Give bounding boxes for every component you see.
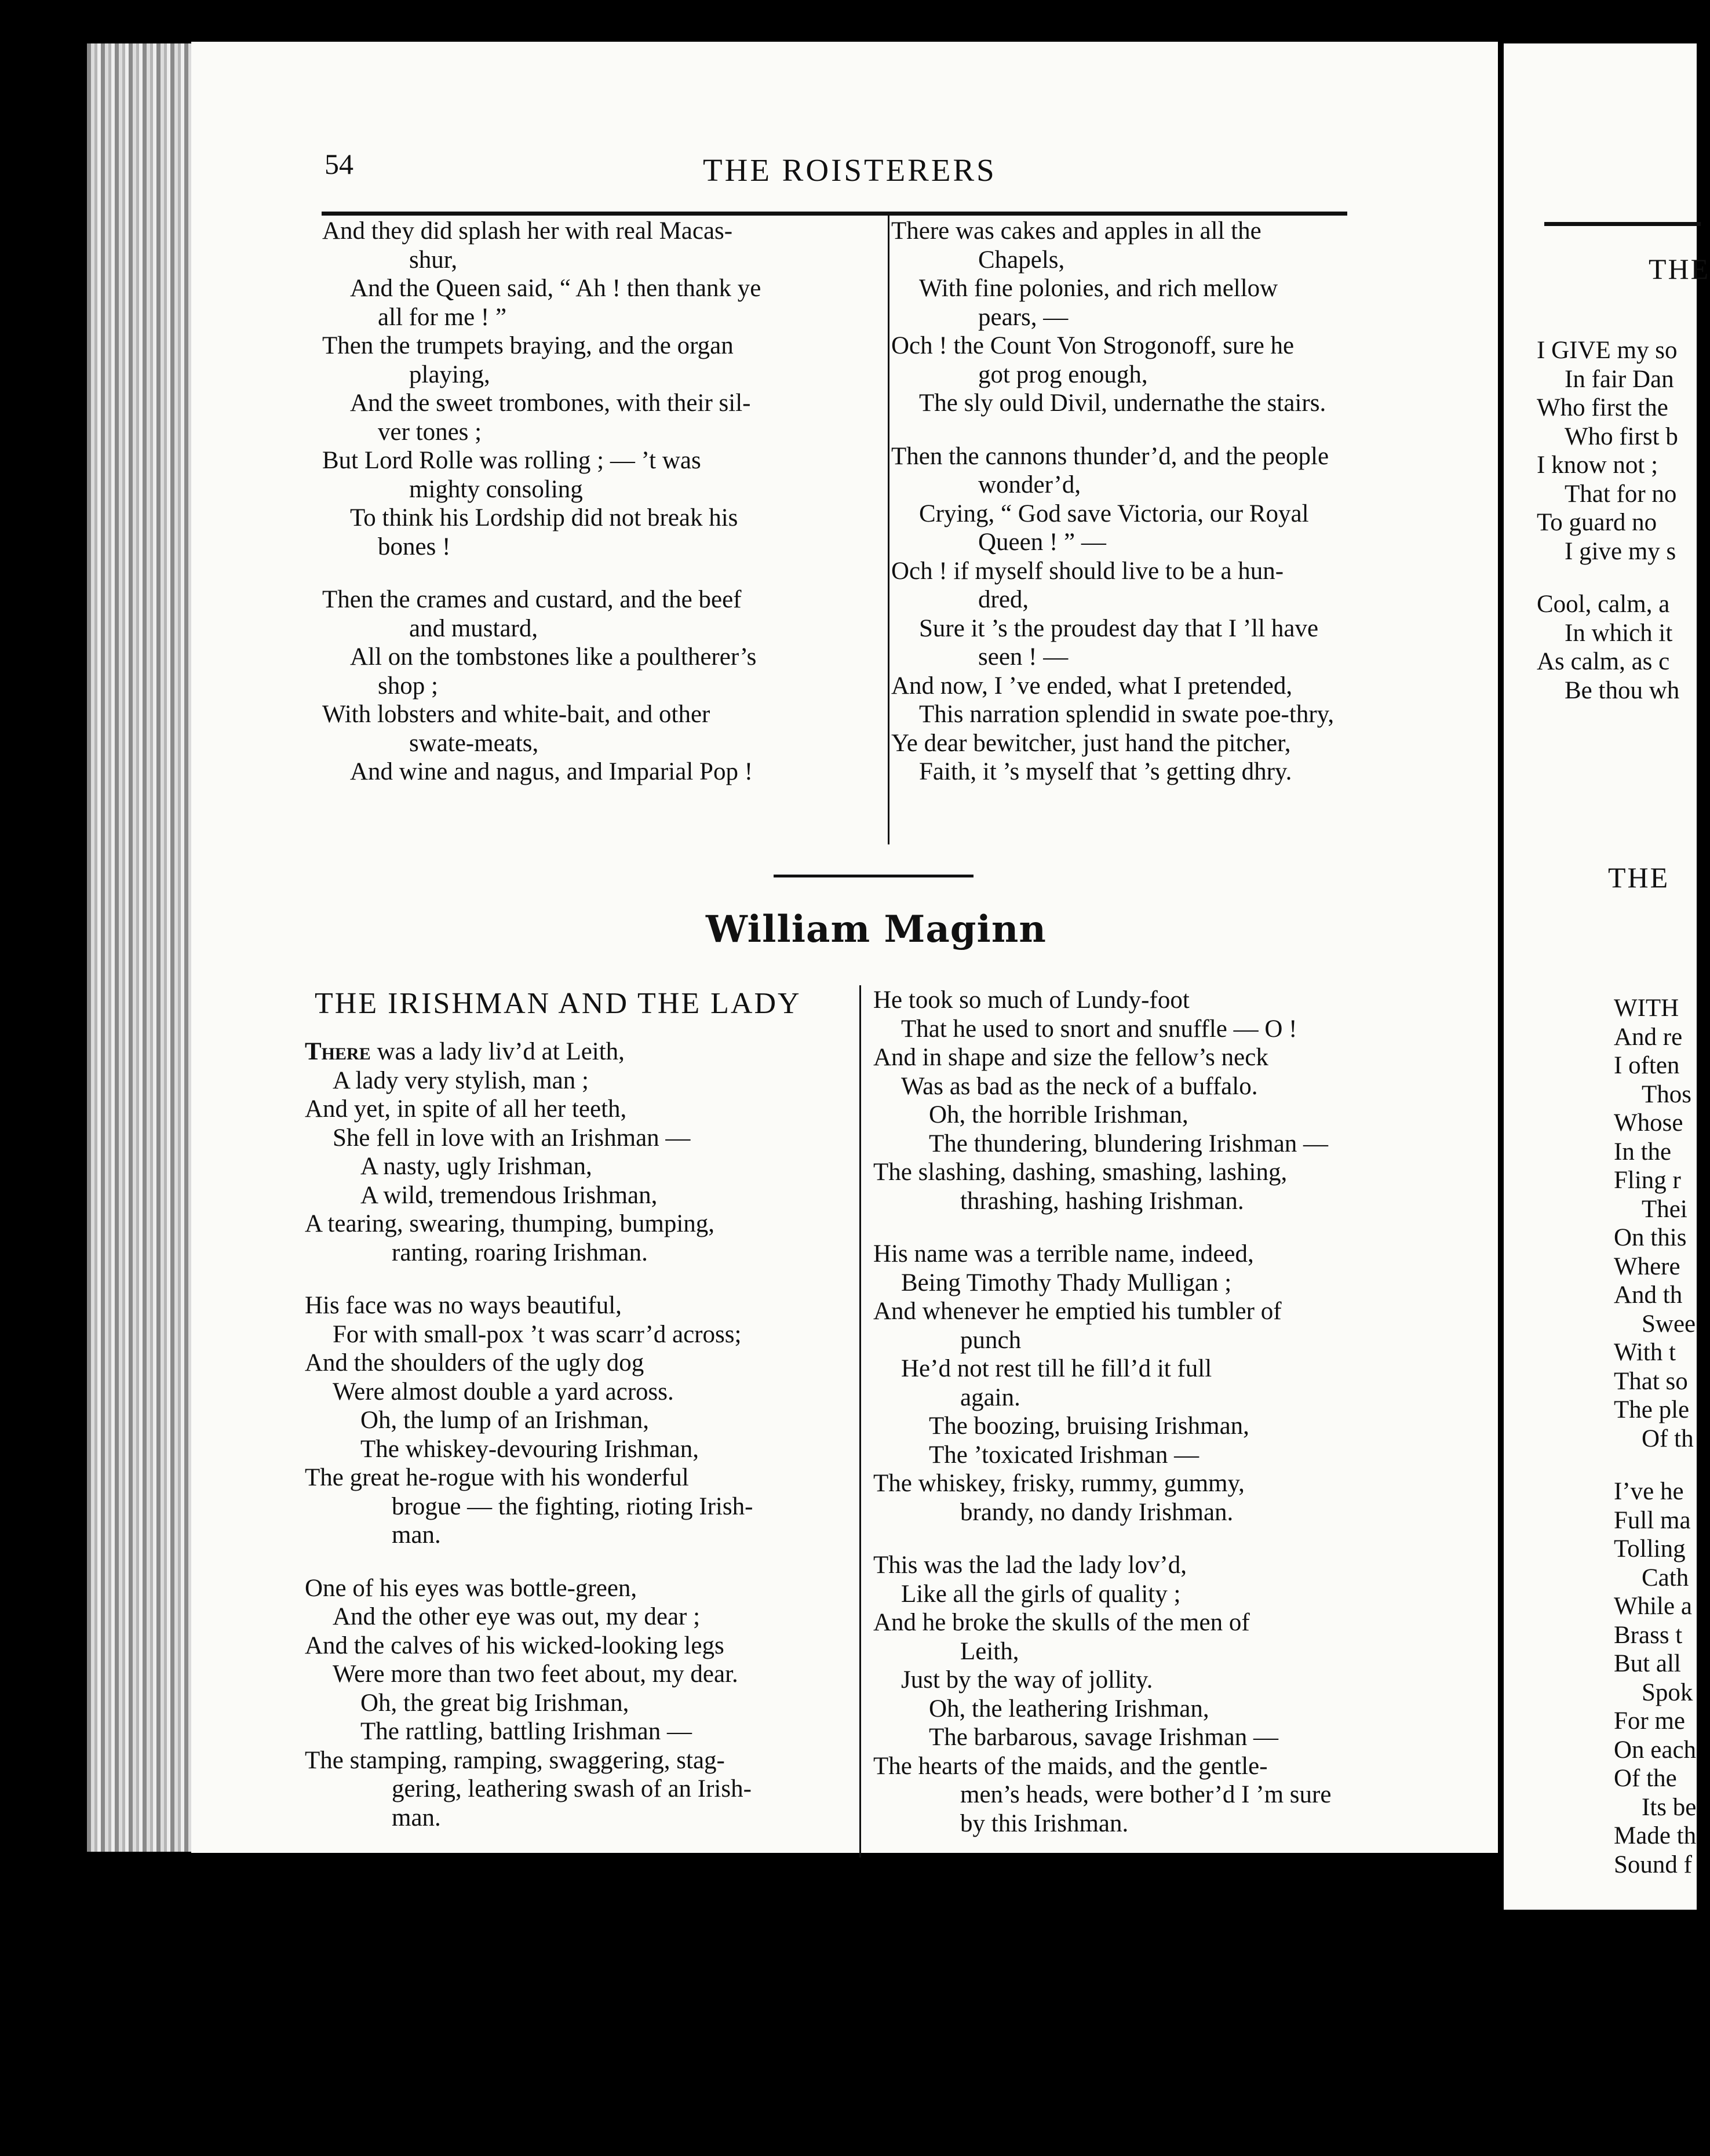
poem-line: men’s heads, were bother’d I ’m sure (960, 1781, 1332, 1808)
poem-line: That so (1614, 1367, 1688, 1395)
poem-line: And the Queen said, “ Ah ! then thank ye (350, 275, 761, 302)
poem-line: In which it (1565, 619, 1673, 647)
poem-line: And the calves of his wicked-looking legs (305, 1631, 724, 1659)
poem-line: The ple (1614, 1396, 1690, 1423)
poem-line: ranting, roaring Irishman. (392, 1239, 648, 1266)
poem-line: The sly ould Divil, undernathe the stairs. (919, 389, 1326, 417)
poem-line: And the shoulders of the ugly dog (305, 1349, 644, 1376)
poem-line: In the (1614, 1138, 1672, 1166)
poem-line: In fair Dan (1565, 365, 1674, 393)
poem-line: Made th (1614, 1822, 1697, 1849)
poem-line: Where (1614, 1252, 1680, 1280)
poem-line: On each (1614, 1736, 1697, 1764)
poem-line: Chapels, (978, 246, 1065, 274)
poem-line: shop ; (378, 672, 438, 700)
poem-line: To think his Lordship did not break his (350, 504, 738, 531)
poem-line: by this Irishman. (960, 1809, 1129, 1837)
irishman-left-lines (305, 1066, 826, 1833)
poem-left-column (322, 217, 789, 786)
poem-line: But Lord Rolle was rolling ; — ’t was (322, 447, 701, 474)
facing-title-top: THE (1649, 253, 1710, 285)
poem-line: Being Timothy Thady Mulligan ; (901, 1269, 1232, 1296)
poem-line: Queen ! ” — (978, 529, 1106, 556)
poem-line: That for no (1565, 480, 1677, 508)
poem-line: man. (392, 1521, 441, 1549)
poem-line: Then the trumpets braying, and the organ (322, 332, 734, 359)
poem-line: seen ! — (978, 643, 1069, 671)
poem-line: Thos (1642, 1080, 1691, 1108)
facing-lines-bottom (1614, 994, 1696, 1879)
poem-line: brogue — the fighting, rioting Irish- (392, 1492, 753, 1520)
poem-line: And they did splash her with real Macas- (322, 217, 733, 245)
poem-line: Ye dear bewitcher, just hand the pitcher, (891, 729, 1291, 757)
section-divider (774, 875, 974, 877)
poem-line: playing, (409, 360, 490, 388)
header-rule (322, 212, 1347, 216)
poem-line: For with small-pox ’t was scarr’d across; (333, 1320, 742, 1348)
poem-line: WITH (1614, 995, 1679, 1022)
poem-line: punch (960, 1326, 1022, 1354)
poem-line: gering, leathering swash of an Irish- (392, 1775, 752, 1802)
poem-line: got prog enough, (978, 360, 1148, 388)
poem-line: A tearing, swearing, thumping, bumping, (305, 1210, 715, 1237)
poem-line: Brass t (1614, 1621, 1683, 1649)
facing-title-mid: THE (1608, 861, 1670, 894)
poem-line: Just by the way of jollity. (901, 1666, 1153, 1694)
poem-line: She fell in love with an Irishman — (333, 1124, 691, 1152)
poem-line: One of his eyes was bottle-green, (305, 1574, 637, 1602)
poem-line: This was the lad the lady lov’d, (873, 1552, 1187, 1579)
poem-line: And the sweet trombones, with their sil- (350, 389, 751, 417)
poem-line: And yet, in spite of all her teeth, (305, 1095, 627, 1123)
poem-line: mighty consoling (409, 475, 583, 503)
poem-line: Were almost double a yard across. (333, 1378, 674, 1405)
poem-line-text: was a lady liv’d at Leith, (370, 1038, 625, 1065)
poem-line: And whenever he emptied his tumbler of (873, 1298, 1282, 1325)
poem-line: ver tones ; (378, 418, 482, 446)
poem-line: The hearts of the maids, and the gentle- (873, 1752, 1268, 1780)
poem-line: Oh, the lump of an Irishman, (360, 1407, 649, 1434)
poem-line: A nasty, ugly Irishman, (360, 1153, 592, 1180)
stanza-break (1537, 566, 1679, 590)
stanza-break (1614, 1453, 1696, 1477)
poem-line: All on the tombstones like a poultherer’s (350, 643, 757, 671)
poem-line: brandy, no dandy Irishman. (960, 1498, 1234, 1526)
poem-line: This narration splendid in swate poe-thry, (919, 701, 1335, 728)
irishman-right-column (873, 986, 1395, 1838)
poem-line: Then the crames and custard, and the beef (322, 586, 742, 613)
poem-line: thrashing, hashing Irishman. (960, 1187, 1244, 1215)
poem-line: Oh, the great big Irishman, (360, 1689, 629, 1717)
poem-line: To guard no (1537, 509, 1657, 536)
poem-line: Och ! the Count Von Strogonoff, sure he (891, 332, 1295, 359)
poem-line: man. (392, 1804, 441, 1831)
poem-line: The slashing, dashing, smashing, lashing, (873, 1159, 1288, 1186)
poem-line: I’ve he (1614, 1478, 1684, 1505)
stanza-break (873, 1215, 1395, 1240)
poem-line: With fine polonies, and rich mellow (919, 275, 1278, 302)
poem-line: With lobsters and white-bait, and other (322, 701, 710, 728)
poem-line: Then the cannons thunder’d, and the people (891, 442, 1329, 470)
poem-line: Be thou wh (1565, 676, 1680, 704)
poem-line: Oh, the horrible Irishman, (929, 1101, 1188, 1128)
poem-line: I GIVE my so (1537, 337, 1678, 364)
poem-line: Sure it ’s the proudest day that I ’ll have (919, 614, 1319, 642)
poem-line: The whiskey, frisky, rummy, gummy, (873, 1470, 1245, 1497)
poem-line: Like all the girls of quality ; (901, 1580, 1181, 1608)
poem-line: And he broke the skulls of the men of (873, 1609, 1250, 1636)
poem-line: For me (1614, 1707, 1686, 1735)
poem-line: His name was a terrible name, indeed, (873, 1240, 1254, 1268)
poem-line: Who first the (1537, 394, 1668, 421)
poem-line: all for me ! ” (378, 303, 507, 331)
poem-line: Its be (1642, 1793, 1697, 1821)
book-page-54 (191, 42, 1498, 1853)
poem-line: Of th (1642, 1425, 1694, 1452)
poem-line: The ’toxicated Irishman — (929, 1441, 1199, 1469)
poem-line: The barbarous, savage Irishman — (929, 1724, 1278, 1751)
stanza-break (305, 1550, 826, 1574)
column-divider-bottom (859, 985, 861, 1858)
poem-line: A wild, tremendous Irishman, (360, 1181, 658, 1209)
poem-line: The rattling, battling Irishman — (360, 1718, 692, 1745)
stanza-break (873, 1527, 1395, 1551)
poem-line: Cool, calm, a (1537, 591, 1670, 618)
poem-line: I give my s (1565, 537, 1676, 565)
poem-line: pears, — (978, 303, 1069, 331)
poem-line: Och ! if myself should live to be a hun- (891, 557, 1284, 585)
poem-line: A lady very stylish, man ; (333, 1066, 589, 1094)
poem-line: Crying, “ God save Victoria, our Royal (919, 500, 1309, 527)
poem-line: Was as bad as the neck of a buffalo. (901, 1072, 1258, 1100)
stanza-break (305, 1267, 826, 1291)
poem-line: The boozing, bruising Irishman, (929, 1412, 1249, 1440)
poem-line: And th (1614, 1281, 1683, 1309)
poem-line: shur, (409, 246, 458, 274)
poem-line: Who first b (1565, 423, 1678, 450)
poem-line: Of the (1614, 1765, 1677, 1792)
poem-line: While a (1614, 1593, 1692, 1620)
poem-line: I often (1614, 1052, 1680, 1079)
poem-line: His face was no ways beautiful, (305, 1292, 622, 1319)
poem-line: again. (960, 1383, 1020, 1411)
poem-line: Swee (1642, 1310, 1696, 1338)
poem-line: And the other eye was out, my dear ; (333, 1603, 701, 1630)
poem-line: And wine and nagus, and Imparial Pop ! (350, 758, 753, 785)
stanza-break (322, 561, 789, 585)
poem-line: The thundering, blundering Irishman — (929, 1130, 1329, 1157)
poem-line: swate-meats, (409, 729, 539, 757)
poem-line: And re (1614, 1023, 1683, 1051)
drop-word: There (305, 1038, 371, 1065)
poem-line: The whiskey-devouring Irishman, (360, 1435, 699, 1463)
poem-line (305, 1037, 826, 1066)
irishman-left-column (305, 1037, 826, 1832)
poem-right-column (891, 217, 1352, 786)
poem-line: But all (1614, 1650, 1681, 1677)
poem-line: Oh, the leathering Irishman, (929, 1695, 1209, 1722)
poem-line: wonder’d, (978, 471, 1081, 498)
facing-page (1504, 43, 1710, 1910)
stanza-break (891, 418, 1352, 442)
poem-line: He took so much of Lundy-foot (873, 986, 1190, 1014)
running-title: THE ROISTERERS (703, 152, 997, 188)
poem-line: That he used to snort and snuffle — O ! (901, 1015, 1297, 1043)
facing-header-rule (1544, 222, 1701, 226)
poem-line: He’d not rest till he fill’d it full (901, 1355, 1212, 1382)
poem-line: There was cakes and apples in all the (891, 217, 1261, 245)
poem-title: THE IRISHMAN AND THE LADY (315, 987, 801, 1020)
poem-line: The great he-rogue with his wonderful (305, 1464, 689, 1491)
poem-line: Fling r (1614, 1167, 1681, 1194)
poem-line: and mustard, (409, 614, 538, 642)
poem-line: Sound f (1614, 1851, 1692, 1878)
column-divider-top (888, 216, 889, 844)
poem-line: Tolling (1614, 1535, 1686, 1563)
poem-line: Faith, it ’s myself that ’s getting dhry. (919, 758, 1292, 785)
poem-line: And now, I ’ve ended, what I pretended, (891, 672, 1293, 700)
poem-line: As calm, as c (1537, 648, 1670, 675)
poem-line: And in shape and size the fellow’s neck (873, 1044, 1268, 1071)
poem-line: Full ma (1614, 1506, 1691, 1534)
book-page-edges (87, 43, 203, 1852)
page-number: 54 (325, 148, 353, 180)
poem-line: bones ! (378, 533, 451, 560)
poem-line: I know not ; (1537, 451, 1658, 479)
poem-line: dred, (978, 586, 1029, 613)
poem-line: On this (1614, 1224, 1687, 1251)
facing-lines-top (1537, 336, 1679, 705)
poem-line: Whose (1614, 1109, 1683, 1137)
author-heading: William Maginn (706, 908, 1047, 951)
poem-line: With t (1614, 1339, 1676, 1366)
poem-line: Spok (1642, 1678, 1693, 1706)
poem-line: Were more than two feet about, my dear. (333, 1660, 738, 1688)
poem-line: Leith, (960, 1637, 1019, 1665)
poem-line: Cath (1642, 1564, 1689, 1591)
poem-line: Thei (1642, 1195, 1687, 1223)
poem-line: The stamping, ramping, swaggering, stag- (305, 1746, 725, 1774)
